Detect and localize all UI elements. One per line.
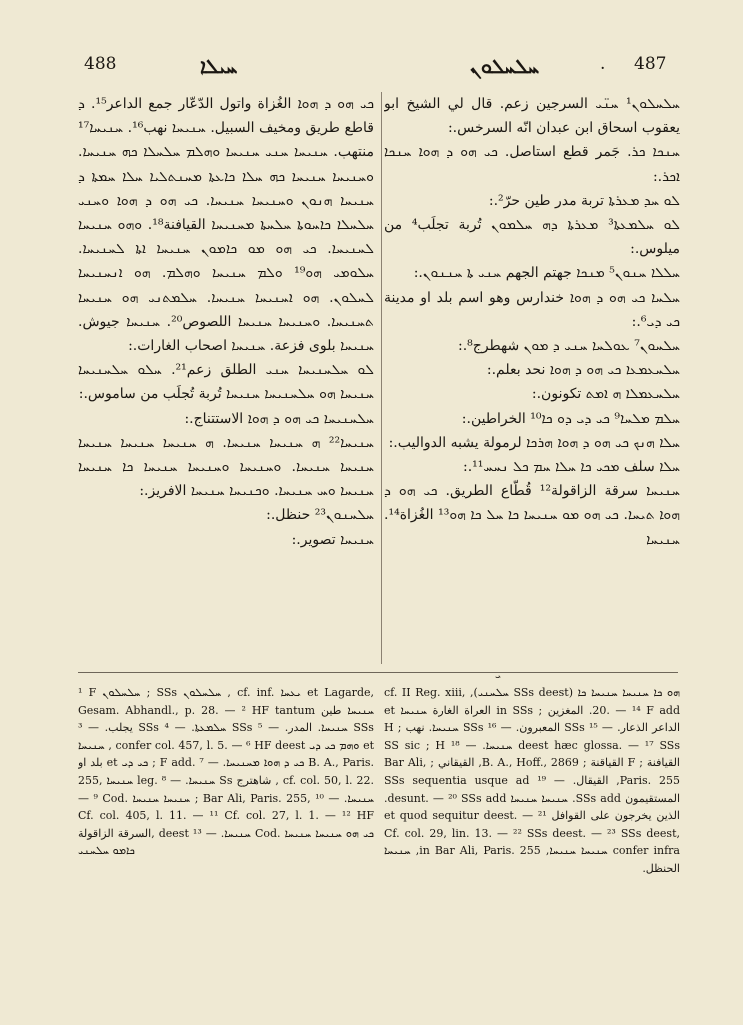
entry: ܚܠܚܠܘܢ¹ ܚܢ̈ܝ السرجين زعم. قال لي الشيخ ابو يعقوب اسحاق ابن عبدان انّه السرخس.: xyxy=(384,96,680,137)
entry: ܚܢܟܐ ܟܪ. جَمر قطع استاصل. ܟܝ ܗܘ ܕ ܗܘܐ ܚܢܟܐ ܐܟܪ.: xyxy=(384,144,680,185)
running-head-separator: . xyxy=(600,54,606,74)
entry: ܚܠܚܐ ܟܝ ܗܘ ܕ ܗܘܐ خندارس وهو اسم بلد او مدينة ܟܝ ܕܝ⁶.: xyxy=(384,289,680,330)
footnote-rule xyxy=(78,672,678,673)
entry: ܚܢܝܚܐ سرقة الزاقولة¹² قُطّاع الطريق. ܟܝ ܗܘ ܕ ܗܘܐ ܬܝܚܐ. ܟܝ ܗܘ ܡܘ ܚܢܝܚܐ ܟܐ ܚܠ ܟܐ ܗܘ¹³ الغُزاة¹⁴. ܚܢܝܚܐ xyxy=(384,483,680,548)
entry: ܚܠܐ سلف ܡܟܝ ܟܐ ܚܠܐ ܚܡ ܟܠ ܢܚܚ¹¹.: xyxy=(463,459,680,476)
entry: ܚܠܡ ܡܠܚܐ⁹ ܟܝ ܕܝ ܕܘ ܟܐ¹⁰ الخراطين.: xyxy=(461,410,680,427)
entry: ܚܢܝܚܐ²² ܗ ܚܢܝܚܐ ܚܢܝܚܐ. ܗ ܚܢܝܚܐ ܚܢܝܚܐ ܚܢܝܚܐ ܚܢܝܚܐ ܚܢܝܚܐ. ܘܚܢܝܚܐ ܘܚܢܝܚܐ ܚܢܝܚܐ ܟܐ ܚܢܝܚܐ ܚܢܝܚܐ ܘܚ ܚܢܝܚܐ. ܘܟܢܝܚܐ ܚܢܝܚܐ الافريز.: xyxy=(78,434,374,500)
footnotes-right: ܗܘ ܟܐ ܚܢܝܚܐ ܚܢܝܚܐ ܟܐ (SSs deest ܚܠܚܢܝ), cf. II Reg. xiii, 20. — ¹⁴ F add. المغزين ; in SSs العراة الغارة ܚܢܝܚܐ et الداعر الذعار. — ¹⁵ SSs المعبرون. — ¹⁶ SSs ܚܢܝܚܐ. نهب ; H deest hæc glossa. — ¹⁷ SSs ܚܢܝܚܐ. — ¹⁸ SS sic ; H القيافنة ; F القياقنة ; B. A., Hoff., 2869, القيقاني ; Bar Ali, Paris. 255, القيقال. — ¹⁹ SSs sequentia usque ad المستقيمون SSs add. ܚܢܝܚܐ ܚܢܝܚܐ desunt. — ²⁰ SSs add. الذين يخرجون على القوافل et quod sequitur deest. — ²¹ Cf. col. 29, lin. 13. — ²² SSs deest. — ²³ SSs deest, confer infra ܚܢܝܚܐ ܚܢܝܚܐ, in Bar Ali, Paris. 255, ܚܢܝܚܐ الحنظل. xyxy=(384,686,680,875)
entry: ܚܢܝܚܐ تصوير.: xyxy=(291,531,374,548)
entry: ܟܝ ܗܘ ܕ ܗܘܐ الغُزاة واتول الدّعّار جمع الداعر¹⁵. ܕ قاطع طريق ومخيف السبيل. ܚܢܝܚܐ نهب¹⁶. ܚܢܝܚܐ¹⁷ منتهب. ܚܢܝܚܐ ܚܢܝ ܚܢܝܚܐ ܘܗܠܡ ܚܠܚܠܐ ܟܗ ܚܢܝܚܐ. ܘܚܢܝܚܐ ܚܢܝܚܐ ܟܗ ܚܠܐ ܟܐܥܬܐ ܡܚܢܬܠܝܐ ܚܠܐ ܚܡܬܐ ܕ ܚܢܝܚܐ ܗܢܘܢ ܘܚܢܝܚܐ ܚܢܝܚܐ. ܟܝ ܗܘ ܕ ܗܘܐ ܘܚܢܝ ܚܠܚܠܐ ܟܐܚܘܬܐ ܚܠܚܬܐ ܡܚܢܝܚܐ القيافنة¹⁸. ܘܗܘ ܚܢܝܚܐ ܠܚܢܝܚܐ. ܟܝ ܗܘ ܡܘ ܟܐܡܘܢ ܚܢܝܚܐ ܐܬܐ ܠܚܢܝܚܐ. ܚܠܘܡܝ ܗܘ¹⁹ ܘܠܡ ܚܢܝܚܐ ܘܗܠܡ. ܗܘ ܐܢܚܢܝܚܐ ܠܚܠܘܢ. ܗܘ ܐܚܢܝܚܐ ܚܢܝܚܐ. ܚܠܡܬܢܝ ܗܘ ܚܢܝܚܐ ܬܚܢܝܚܐ. ܘܚܢܝܚܐ ܚܢܝܚܐ اللصوص²⁰. ܚܢܝܚܐ جيوش. ܚܢܝܚܐ بلوى فزعة. ܚܢܝܚܐ اصحاب الغارات.: xyxy=(78,96,374,355)
entry: ܠܘ ܚܠܡܥܬܐ³ ܡܥܪܬܐ ܕܗ ܚܠܡܘܢ تُربة تجلَب⁴ من ميلوس.: xyxy=(384,217,680,258)
entry: ܚܠܚܢܘܢ²³ حنظل.: xyxy=(266,507,374,524)
right-page-number: 487 xyxy=(634,54,667,74)
left-running-head: ܚܝܠܐ xyxy=(200,54,238,78)
entry: ܚܠܐ ܗܢܟ ܟܝ ܗܘ ܕ ܗܘܐ ܗܪܟܐ لرمولة يشبه الدواليب.: xyxy=(388,434,680,451)
right-running-head: ܚܠܚܠܘܢ xyxy=(470,54,540,78)
entry: ܠܘ ܚܠܚܢܝܚܐ ܚܢܝ الطلق زعم²¹. ܚܠܘ ܚܠܚܢܝܚܐ ܚܢܝܚܐ ܗܘ ܚܠܚܢܝܚܐ ܚܢܝܚܐ تُربة تُجلَب من ساموس.: xyxy=(78,362,374,403)
entry: ܚܠܚܢܝܚܐ ܟܝ ܗܘ ܕ ܗܘܐ الاستتناج.: xyxy=(184,410,374,427)
right-column xyxy=(384,92,680,652)
left-column xyxy=(78,92,374,652)
entry: ܚܠܚܥܡܠܐ ܗ ܐܡܬ تكونون.: xyxy=(531,386,680,403)
footnotes-left: ¹ F ܚܠܚܠܘܢ ; SSs ܚܠܚܠܘܢ , cf. inf. ܝܥܚܐ et Lagarde, Gesam. Abhandl., p. 28. — ² HF tantum ܚܢܝܚܐ طين يجلب. — ³ SSs ܚܠܡܥܬܐ. — ⁴ SSs ܚܢܝܚܐ. المدر. — ⁵ SSs ܚܢܝܚܐ , confer col. 457, l. 5. — ⁶ HF deest ܘܗܡ ܟܝ ܕܝ et بلد او et ܟܝ ܕܝ ; F add. ܟܝ ܕ ܗܘܐ ܡܚܢܝܚܐ. — ⁷ B. A., Paris. 255, ܚܢܝܚܐ leg. ܚܢܝܚܐ. — ⁸ Ss شاهترج , cf. col. 50, l. 22. — ⁹ Cod. ܚܢܝܚܐ ܚܢܝܚܐ ; Bar Ali, Paris. 255, ܚܢܝܚܐ. — ¹⁰ Cf. col. 405, l. 11. — ¹¹ Cf. col. 27, l. 1. — ¹² HF السرقة الزاقولة, deest ܚܢܝܚܐ. — ¹³ Cod. ܟܝ ܗܘ ܚܢܝܚܐ ܚܢܝܚܐ ܟܐܡܘ ܚܠܚܢܝ xyxy=(78,686,374,858)
margin-mark: ܝ xyxy=(495,670,501,681)
entry: ܚܠܠܐ ܚܢܘܢ⁵ ܡܢܟܐ جهتم الجهم ܚܢܝ ܬܐ ܚܢܢܘܢ.: xyxy=(413,265,680,282)
left-page-number: 488 xyxy=(84,54,117,74)
entry: ܠܘ ܚܕ ܡܥܪܬܐ تربة مدر طين حرّ².: xyxy=(488,192,680,209)
column-divider xyxy=(381,92,382,664)
entry: ܚܠܚܘܢ⁷ ܥܘܠܚܐ ܚܢܝ ܕ ܡܘܢ شهطرج⁸.: xyxy=(458,338,680,355)
entry: ܚܠܚܥܡܥܐ ܟܝ ܗܘ ܕ ܗܘܐ نحد بعلم.: xyxy=(486,362,680,379)
